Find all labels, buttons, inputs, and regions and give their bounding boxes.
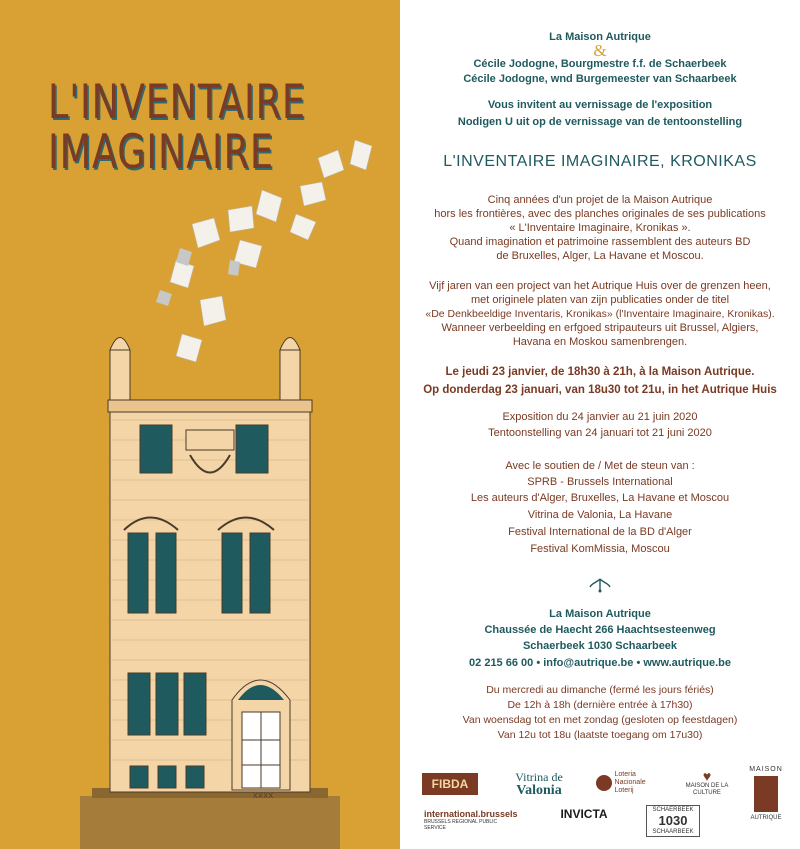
description-fr-2: hors les frontières, avec des planches originales de ses publications — [434, 208, 766, 220]
support-item-3: Vitrina de Valonia, La Havane — [527, 509, 673, 521]
poster-title-line1: L'INVENTAIRE — [48, 75, 306, 130]
description-nl-2: met originele platen van zijn publicaties onder de titel — [470, 294, 730, 306]
cofinance-logo — [676, 769, 738, 797]
support-item-5: Festival KomMissia, Moscou — [530, 543, 670, 555]
contact-city: Schaerbeek 1030 Schaarbeek — [522, 640, 678, 652]
description-fr-4: Quand imagination et patrimoine rassemblent des auteurs BD — [449, 236, 751, 248]
description-nl-4: Wanneer verbeelding en erfgoed stripauteurs uit Brussel, Algiers, — [441, 322, 759, 334]
maison-autrique-logo-bottom: AUTRIQUE — [750, 815, 782, 821]
support-item-1: SPRB - Brussels International — [527, 476, 673, 488]
exhibition-title: L'INVENTAIRE IMAGINAIRE, KRONIKAS — [443, 153, 757, 170]
ampersand: & — [593, 41, 607, 60]
sponsor-logos — [420, 765, 790, 845]
host-name: La Maison Autrique — [549, 31, 651, 43]
mayor-nl: Cécile Jodogne, wnd Burgemeester van Schaarbeek — [463, 73, 737, 85]
support-item-2: Les auteurs d'Alger, Bruxelles, La Havane et Moscou — [470, 492, 730, 504]
international-brussels-label: international.brussels — [424, 809, 518, 819]
support-item-4: Festival International de la BD d'Alger — [508, 526, 692, 538]
exhibition-dates-fr: Exposition du 24 janvier au 21 juin 2020 — [502, 411, 698, 423]
loteria-logo — [596, 771, 656, 795]
building-plaque: XXXX — [253, 793, 274, 800]
ornament-icon — [588, 577, 612, 593]
poster-title-line2: IMAGINAIRE — [48, 125, 274, 180]
hours-fr-days: Du mercredi au dimanche (fermé les jours fériés) — [486, 684, 714, 696]
description-fr-5: de Bruxelles, Alger, La Havane et Moscou. — [496, 250, 704, 262]
hours-nl-days: Van woensdag tot en met zondag (gesloten op feestdagen) — [462, 714, 738, 726]
maison-autrique-logo — [746, 765, 786, 831]
description-nl-1: Vijf jaren van een project van het Autrique Huis over de grenzen heen, — [429, 280, 771, 292]
loteria-icon — [596, 775, 612, 791]
description-nl-5: Havana en Moskou samenbrengen. — [512, 336, 688, 348]
heart-icon: ♥ — [702, 768, 712, 784]
vernissage-date-fr: Le jeudi 23 janvier, de 18h30 à 21h, à la Maison Autrique. — [445, 366, 755, 378]
contact-name: La Maison Autrique — [549, 608, 651, 620]
schaerbeek-logo — [646, 805, 700, 837]
description-fr-1: Cinq années d'un projet de la Maison Autrique — [487, 194, 713, 206]
mayor-fr: Cécile Jodogne, Bourgmestre f.f. de Schaerbeek — [473, 58, 727, 70]
cofinance-label: MAISON DE LA CULTURE — [685, 783, 729, 796]
international-brussels-logo — [424, 809, 518, 831]
loteria-label: Loteria Nacionale Loterij — [614, 771, 646, 794]
schaerbeek-logo-bottom: SCHAARBEEK — [652, 829, 694, 835]
contact-street: Chaussée de Haecht 266 Haachtsesteenweg — [484, 624, 716, 636]
invite-fr: Vous invitent au vernissage de l'exposition — [487, 99, 713, 111]
vitrina-logo — [504, 771, 574, 797]
invicta-logo: INVICTA — [560, 807, 608, 821]
vitrina-logo-line2: Valonia — [516, 783, 562, 798]
invite-nl: Nodigen U uit op de vernissage van de tentoonstelling — [457, 116, 743, 128]
international-brussels-sub: BRUSSELS REGIONAL PUBLIC SERVICE — [424, 819, 498, 831]
invitation-text-panel — [400, 0, 800, 849]
support-heading: Avec le soutien de / Met de steun van : — [505, 460, 695, 472]
exhibition-dates-nl: Tentoonstelling van 24 januari tot 21 juni 2020 — [488, 427, 712, 439]
vitrina-logo-line1: Vitrina de — [515, 770, 563, 784]
contact-phone-web: 02 215 66 00 • info@autrique.be • www.autrique.be — [469, 657, 731, 669]
hours-nl-times: Van 12u tot 18u (laatste toegang om 17u30) — [497, 729, 703, 741]
maison-autrique-logo-top: MAISON — [749, 766, 783, 773]
description-nl-3: «De Denkbeeldige Inventaris, Kronikas» (l'Inventaire Imaginaire, Kronikas). — [425, 308, 775, 320]
schaerbeek-logo-num: 1030 — [658, 813, 688, 828]
hours-fr-times: De 12h à 18h (dernière entrée à 17h30) — [507, 699, 693, 711]
schaerbeek-logo-top: SCHAERBEEK — [652, 807, 694, 813]
maison-autrique-monogram — [754, 776, 778, 812]
description-fr-3: « L'Inventaire Imaginaire, Kronikas ». — [509, 222, 691, 234]
vernissage-date-nl: Op donderdag 23 januari, van 18u30 tot 21u, in het Autrique Huis — [423, 384, 777, 396]
fibda-logo: FIBDA — [422, 773, 478, 795]
